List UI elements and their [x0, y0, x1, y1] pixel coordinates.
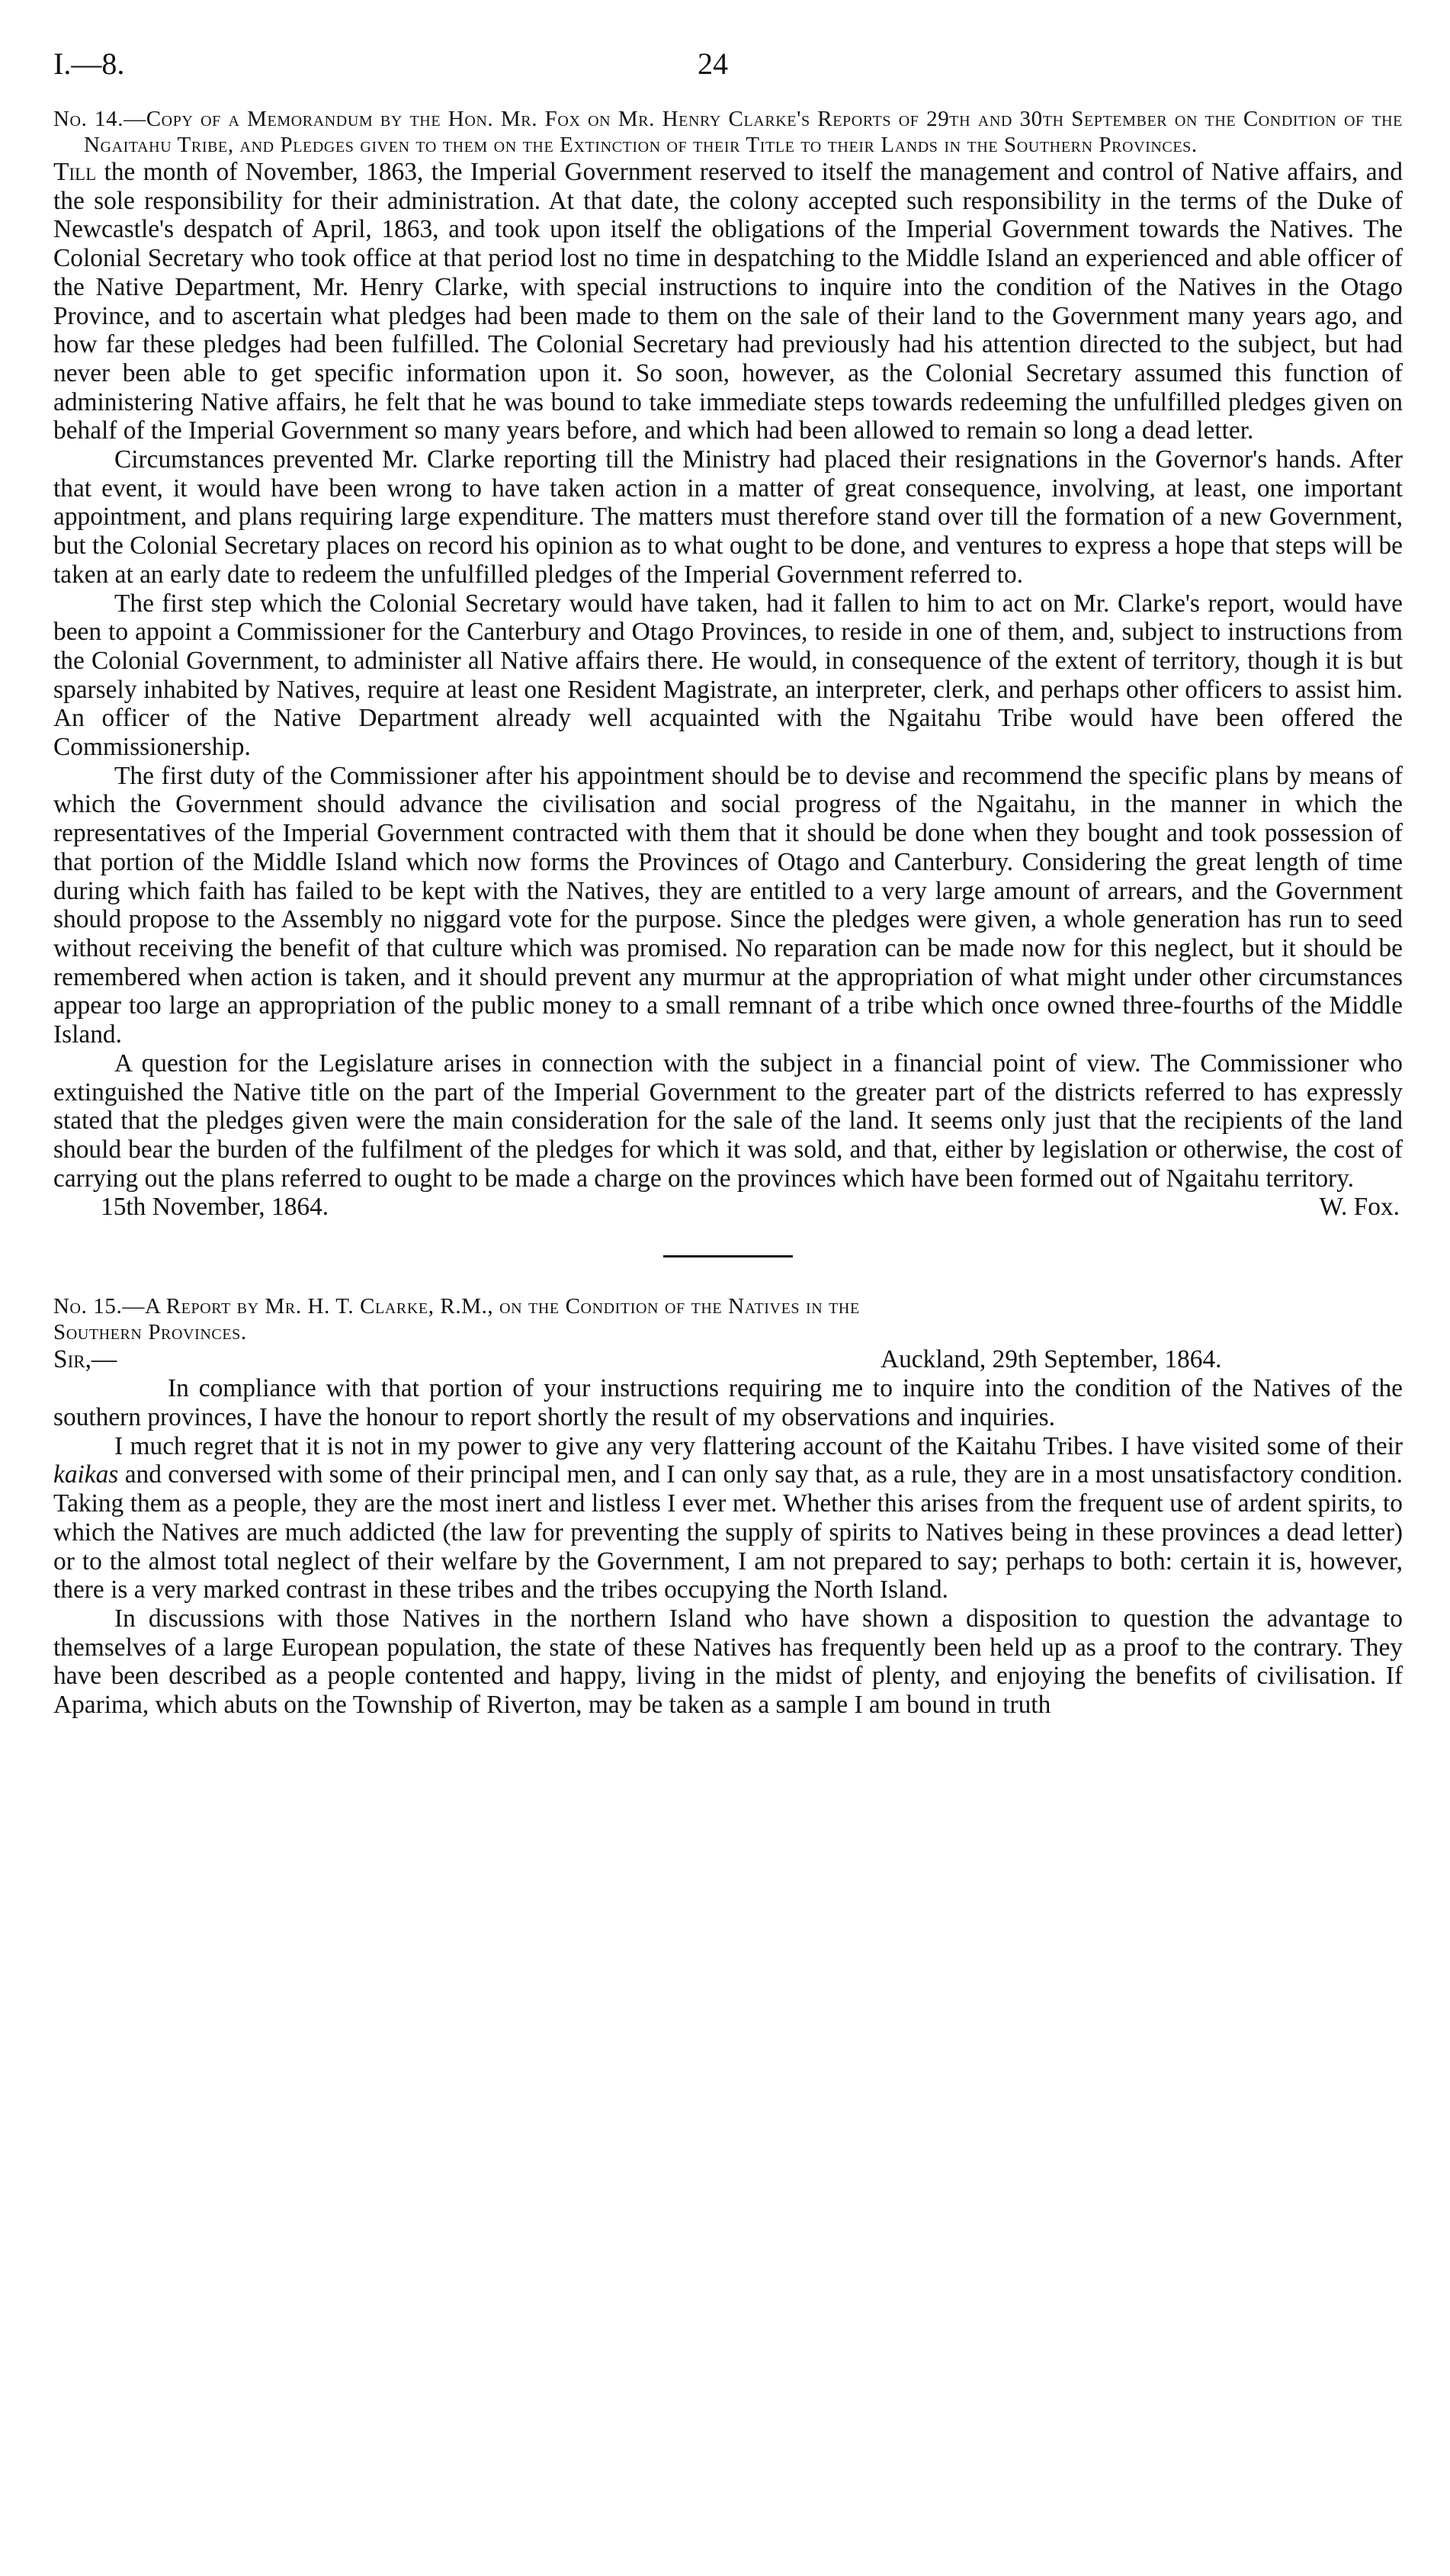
section-15-paragraph-2 — [53, 1432, 1403, 1604]
section-15-title-line-1: A Report by Mr. H. T. Clarke, R.M., on the Condition of the Natives in the — [144, 1294, 860, 1319]
section-14-paragraph-1-text: the month of November, 1863, the Imperial Government reserved to itself the management and control of Native affairs, and the sole responsibility for their administration. At that date, the colony accepted such responsibility in the terms of the Duke of Newcastle's despatch of April, 1863, and took upon itself the obligations of the Imperial Government towards the Natives. The Colonial Secretary who took office at that period lost no time in despatching to the Middle Island an experienced and able officer of the Native Department, Mr. Henry Clarke, with special instructions to inquire into the condition of the Natives in the Otago Province, and to ascertain what pledges had been made to them on the sale of their land to the Government many years ago, and how far these pledges had been fulfilled. The Colonial Secretary had previously had his attention directed to the subject, but had never been able to get specific information upon it. So soon, however, as the Colonial Secretary assumed this function of administering Native affairs, he felt that he was bound to take immediate steps towards redeeming the unfulfilled pledges given on behalf of the Imperial Government so many years before, and which had been allowed to remain so long a dead letter. — [53, 158, 1403, 445]
section-14-paragraph-4: The first duty of the Commissioner after his appointment should be to devise and recommend the specific plans by means of which the Government should advance the civilisation and social progress of the Ngaitahu, in the manner in which the representatives of the Imperial Government contracted with them that it should be done when they bought and took possession of that portion of the Middle Island which now forms the Provinces of Otago and Canterbury. Considering the great length of time during which faith has failed to be kept with the Natives, they are entitled to a very large amount of arrears, and the Government should propose to the Assembly no niggard vote for the purpose. Since the pledges were given, a whole generation has run to seed without receiving the benefit of that culture which was promised. No reparation can be made now for this neglect, but it should be remembered when action is taken, and it should prevent any murmur at the appropriation of what might under other circumstances appear too large an appropriation of the public money to a small remnant of a tribe which once owned three-fourths of the Middle Island. — [53, 761, 1403, 1049]
section-15-paragraph-2-italic: kaikas — [53, 1460, 119, 1489]
section-14-paragraph-1 — [53, 158, 1403, 445]
signature-line — [53, 1193, 1403, 1223]
section-14-title-text: Copy of a Memorandum by the Hon. Mr. Fox on Mr. Henry Clarke's Reports of 29th and 30th September on the Condition of the Ngaitahu Tribe, and Pledges given to them on the Extinction of their Title to their Lands in the Southern Provinces. — [84, 107, 1403, 157]
section-15-paragraph-1: In compliance with that portion of your instructions requiring me to inquire into the condition of the Natives of the southern provinces, I have the honour to report shortly the result of my observations and inquiries. — [53, 1374, 1403, 1432]
section-14-paragraph-3: The first step which the Colonial Secretary would have taken, had it fallen to him to act on Mr. Clarke's report, would have been to appoint a Commissioner for the Canterbury and Otago Provinces, to reside in one of them, and, subject to instructions from the Colonial Government, to administer all Native affairs there. He would, in consequence of the extent of territory, though it is but sparsely inhabited by Natives, require at least one Resident Magistrate, an interpreter, clerk, and perhaps other officers to assist him. An officer of the Native Department already well acquainted with the Ngaitahu Tribe would have been offered the Commissionership. — [53, 589, 1403, 762]
section-15-title-line-2: Southern Provinces. — [53, 1319, 247, 1344]
section-divider — [663, 1255, 793, 1257]
document-page — [53, 43, 1403, 1720]
section-15-paragraph-2-part-b: and conversed with some of their principal men, and I can only say that, as a rule, they are in a most unsatisfactory condition. Taking them as a people, they are the most inert and listless I ever met. Whether this arises from the frequent use of ardent spirits, to which the Natives are much addicted (the law for preventing the supply of spirits to Natives being in these provinces a dead letter) or to the almost total neglect of their welfare by the Government, I am not prepared to say; perhaps to both: certain it is, however, there is a very marked contrast in these tribes and the tribes occupying the North Island. — [53, 1460, 1403, 1604]
signature-date: 15th November, 1864. — [101, 1193, 329, 1222]
page-header — [53, 43, 1403, 85]
letter-place-date: Auckland, 29th September, 1864. — [881, 1345, 1222, 1374]
page-number: 24 — [698, 47, 728, 81]
signature-name: W. Fox. — [1319, 1193, 1400, 1222]
section-15-title — [53, 1294, 1403, 1345]
letter-heading — [53, 1345, 1403, 1374]
section-14-title-lead: No. 14.— — [53, 107, 146, 131]
document-reference: I.—8. — [53, 47, 125, 81]
section-15-paragraph-2-part-a: I much regret that it is not in my power to give any very flattering account of the Kaitahu Tribes. I have visited some of their — [114, 1431, 1403, 1460]
section-14-paragraph-1-lead: Till — [53, 158, 97, 186]
section-14-paragraph-5: A question for the Legislature arises in connection with the subject in a financial point of view. The Commissioner who extinguished the Native title on the part of the Imperial Government to the greater part of the districts referred to has expressly stated that the pledges given were the main consideration for the sale of the land. It seems only just that the recipients of the land should bear the burden of the fulfilment of the pledges for which it was sold, and that, either by legislation or otherwise, the cost of carrying out the plans referred to ought to be made a charge on the provinces which have been formed out of Ngaitahu territory. — [53, 1049, 1403, 1193]
section-14-title — [53, 107, 1403, 158]
section-14-paragraph-2: Circumstances prevented Mr. Clarke reporting till the Ministry had placed their resignations in the Governor's hands. After that event, it would have been wrong to have taken action in a matter of great consequence, involving, at least, one important appointment, and plans requiring large expenditure. The matters must therefore stand over till the formation of a new Government, but the Colonial Secretary places on record his opinion as to what ought to be done, and ventures to express a hope that steps will be taken at an early date to redeem the unfulfilled pledges of the Imperial Government referred to. — [53, 445, 1403, 589]
section-15-paragraph-3: In discussions with those Natives in the northern Island who have shown a disposition to question the advantage to themselves of a large European population, the state of these Natives has frequently been held up as a proof to the contrary. They have been described as a people contented and happy, living in the midst of plenty, and enjoying the benefits of civilisation. If Aparima, which abuts on the Township of Riverton, may be taken as a sample I am bound in truth — [53, 1604, 1403, 1720]
section-15-title-lead: No. 15.— — [53, 1294, 145, 1319]
salutation: Sir,— — [53, 1345, 117, 1374]
